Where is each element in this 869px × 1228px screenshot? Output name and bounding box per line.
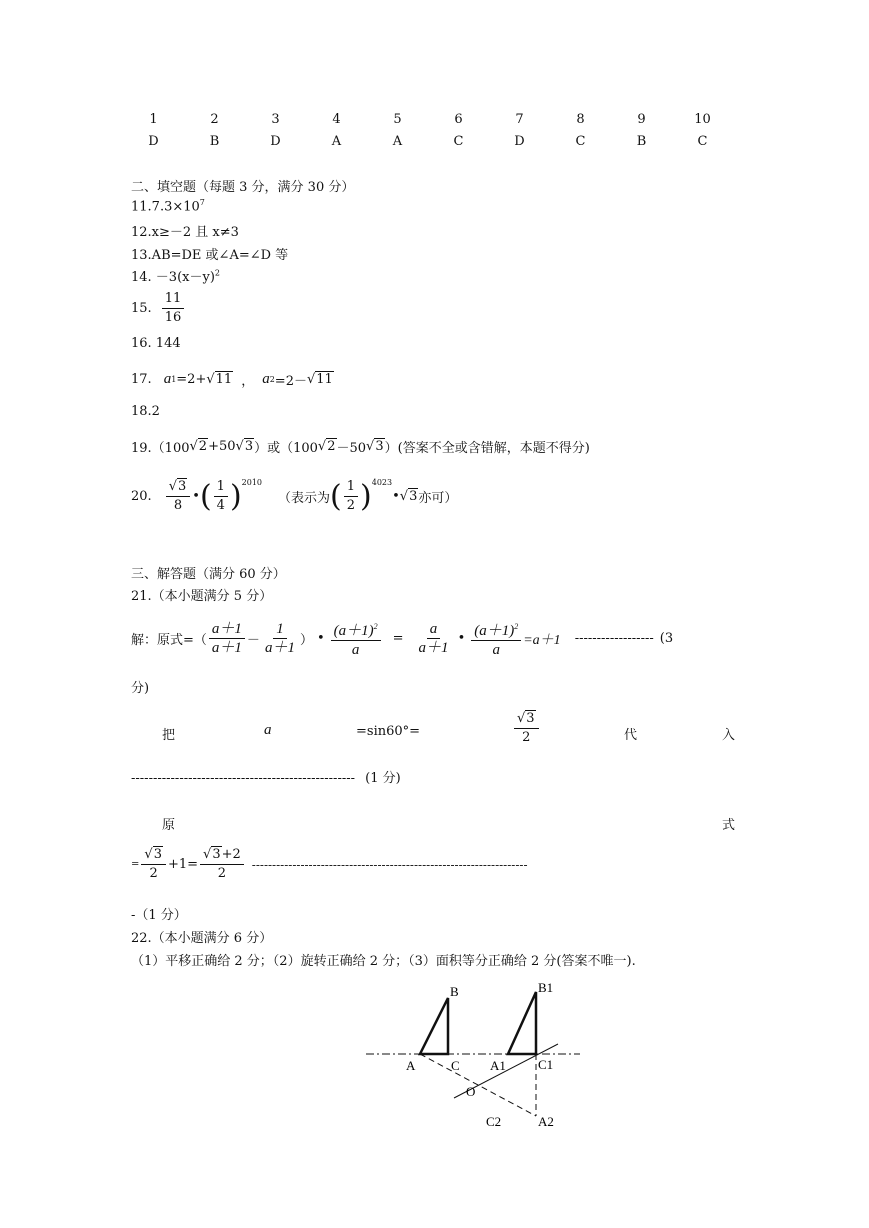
- q19-sqrt3: √2: [317, 439, 336, 454]
- answer-number-6: 6: [454, 111, 463, 127]
- q11-text: 11.7.3×10: [131, 199, 200, 215]
- q21-fraction2-den: a＋1: [264, 640, 295, 656]
- label-a: A: [406, 1058, 416, 1073]
- q20-mid: （表示为: [278, 491, 331, 506]
- q21-result-frac1-radicand: 3: [153, 847, 162, 862]
- q19-radicand1: 2: [198, 439, 208, 454]
- q21-fraction1: [209, 620, 245, 657]
- q21-fraction5-num-text: (a＋1): [474, 623, 515, 639]
- q19-radicand4: 3: [375, 439, 384, 454]
- q21-sin-num: √3: [514, 710, 539, 729]
- q19-sqrt1: √2: [189, 439, 208, 454]
- q22-heading: 22.（本小题满分 6 分）: [131, 931, 273, 946]
- label-o: O: [466, 1084, 476, 1099]
- q21-line2b: [131, 767, 401, 786]
- q21-result-frac1-den: 2: [149, 866, 158, 881]
- answer-letter-5: A: [392, 133, 403, 149]
- answer-number-2: 2: [210, 111, 219, 127]
- q21-sin: =sin60°=: [356, 724, 421, 739]
- q20-fraction1-den: 8: [173, 498, 183, 513]
- q20-paren-left: (: [199, 479, 212, 514]
- q21-fraction5: [471, 618, 521, 659]
- answer-letter-4: A: [331, 133, 342, 149]
- q16: 16. 144: [131, 336, 181, 351]
- q21-result: =a＋1: [523, 632, 561, 648]
- q21-result-frac2-num: √3+2: [200, 846, 244, 865]
- q21-sin-den: 2: [522, 730, 531, 745]
- answer-letter-3: D: [270, 133, 281, 149]
- q18: 18.2: [131, 404, 160, 419]
- q17-separator: ，: [241, 374, 255, 389]
- triangle-abc: [420, 998, 448, 1054]
- q20-paren2-right: ): [360, 479, 372, 514]
- q17-radicand1: 11: [215, 372, 233, 387]
- answer-number-8: 8: [576, 111, 585, 127]
- q21-fraction1-den: a＋1: [211, 640, 242, 656]
- q21-dai: 代: [624, 728, 638, 743]
- answer-letter-8: C: [575, 133, 586, 149]
- q17-sub2: 2: [269, 375, 275, 384]
- q20-fraction3: [344, 478, 358, 515]
- q21-score2: (1 分): [365, 771, 401, 786]
- q21-plus1: +1=: [167, 857, 199, 872]
- q17-a2: a: [262, 371, 270, 387]
- q20-dot2: •: [392, 489, 400, 504]
- answer-number-9: 9: [637, 111, 646, 127]
- q20-sqrt: √3: [399, 489, 418, 504]
- q21-fraction2: [262, 620, 298, 657]
- answer-number-10: 10: [694, 111, 711, 127]
- answer-letter-7: D: [514, 133, 525, 149]
- label-b1: B1: [538, 980, 554, 995]
- answer-table: [123, 108, 733, 152]
- q21-fraction3-den: a: [351, 642, 360, 658]
- q21-dot2: •: [457, 631, 466, 646]
- q20-end: 亦可）: [418, 491, 458, 506]
- q20-fraction2-den: 4: [216, 498, 225, 513]
- q21-result-frac1: [141, 846, 166, 883]
- q21-a: a: [264, 722, 272, 738]
- q21-dashes3: --------------------------------------------------------------------: [251, 857, 528, 872]
- q21-fraction4-num: a: [427, 620, 441, 639]
- q12: 12.x≥－2 且 x≠3: [131, 225, 239, 240]
- q13: 13.AB=DE 或∠A=∠D 等: [131, 248, 289, 263]
- q21-sin-fraction: [512, 710, 541, 747]
- label-c1: C1: [538, 1057, 554, 1072]
- q17-sub1: 1: [171, 375, 177, 384]
- q20-exponent1: 2010: [241, 478, 263, 487]
- q15-fraction: [162, 290, 185, 327]
- q22-text: （1）平移正确给 2 分；（2）旋转正确给 2 分；（3）面积等分正确给 2 分(答案不唯一).: [131, 954, 636, 969]
- label-c2: C2: [486, 1114, 502, 1129]
- triangle-a1b1c1: [508, 992, 536, 1054]
- q17-eq2: =2－: [274, 374, 307, 389]
- q21-sin-radicand: 3: [526, 711, 535, 726]
- q21-yuan: 原: [162, 818, 176, 833]
- answer-letter-1: D: [148, 133, 159, 149]
- q21-eq: =: [392, 631, 404, 646]
- q20-dot: •: [192, 489, 200, 504]
- q21-shi: 式: [722, 818, 736, 833]
- q11-exponent: 7: [199, 198, 205, 207]
- answer-letter-6: C: [453, 133, 464, 149]
- q21-result-frac2-den: 2: [217, 866, 227, 881]
- q21-fraction5-num: [471, 618, 521, 641]
- q20-fraction1-num: √3: [166, 478, 191, 497]
- q17-eq1: =2+: [176, 372, 207, 387]
- q15-label: 15.: [131, 301, 152, 316]
- q19-radicand3: 2: [327, 439, 336, 454]
- label-c: C: [451, 1058, 460, 1073]
- q14-text: 14. －3(x－y): [131, 270, 215, 285]
- q20-paren-right: ): [229, 479, 242, 514]
- q21-ru: 入: [722, 728, 736, 743]
- q17: [131, 370, 334, 389]
- q11: [131, 198, 205, 214]
- q21-fraction2-num: 1: [273, 620, 287, 639]
- q21-heading: 21.（本小题满分 5 分）: [131, 589, 273, 604]
- q17-radicand2: 11: [316, 372, 333, 387]
- section2-heading: 二、填空题（每题 3 分，满分 30 分）: [131, 180, 355, 195]
- answer-number-3: 3: [271, 111, 280, 127]
- q19-sqrt2: √3: [235, 439, 254, 454]
- q21-sin-frac: [514, 710, 539, 747]
- q21-fraction5-exp: 2: [514, 622, 519, 631]
- label-a1: A1: [490, 1058, 506, 1073]
- q21-result-frac1-num: √3: [141, 846, 166, 865]
- q19-radicand2: 3: [244, 439, 254, 454]
- q19-a: 19.（100: [131, 441, 190, 456]
- q21-result-frac2: [200, 846, 244, 883]
- q21-fraction5-den: a: [492, 642, 500, 658]
- q21-eq2: =: [131, 859, 140, 870]
- q20-fraction2: [214, 478, 228, 515]
- q21-dot: •: [316, 631, 325, 646]
- q21-score1a: (3: [659, 631, 674, 646]
- q14-exponent: 2: [214, 268, 220, 278]
- section3-heading: 三、解答题（满分 60 分）: [131, 567, 286, 582]
- answer-letters-row: [123, 130, 733, 152]
- geometry-figure: [360, 978, 590, 1138]
- q17-a1: a: [163, 371, 172, 387]
- q15-numerator: 11: [162, 290, 185, 309]
- q20-fraction3-den: 2: [346, 498, 356, 513]
- q15-denominator: 16: [164, 310, 182, 325]
- answer-number-4: 4: [332, 111, 341, 127]
- q14: [131, 266, 220, 285]
- label-a2: A2: [538, 1114, 554, 1129]
- q21-jie: 解：原式=（: [131, 633, 207, 648]
- q15: [131, 290, 186, 327]
- q19-sqrt4: √3: [366, 439, 384, 454]
- answer-number-5: 5: [393, 111, 402, 127]
- q19-b: +50: [208, 439, 236, 454]
- q20: [131, 478, 457, 515]
- answer-letter-10: C: [697, 133, 708, 149]
- q17-sqrt2: √11: [306, 372, 333, 387]
- q19-c: ）或（100: [254, 441, 318, 456]
- q20-exponent2: 4023: [371, 478, 393, 487]
- answer-numbers-row: [123, 108, 733, 130]
- q21-fraction4: [416, 620, 452, 657]
- answer-number-1: 1: [149, 111, 158, 127]
- q21-ba: 把: [162, 728, 176, 743]
- answer-letter-2: B: [209, 133, 220, 149]
- q19: [131, 437, 590, 456]
- q21-fraction3-num-text: (a＋1): [333, 623, 374, 639]
- q21-minus: －: [246, 633, 260, 648]
- q21-fraction3-exp: 2: [373, 622, 378, 631]
- q21-fraction3-num: [331, 618, 381, 641]
- q21-fraction3: [331, 618, 381, 659]
- q20-radicand: 3: [409, 489, 418, 504]
- q21-score1b: 分): [131, 681, 150, 696]
- q21-line3: [131, 846, 528, 883]
- q21-result-frac2-plus: +2: [221, 847, 241, 862]
- q21-close: ）: [299, 633, 313, 648]
- q21-fraction4-den: a＋1: [418, 640, 449, 656]
- q20-label: 20.: [131, 489, 152, 504]
- q21-score3: -（1 分）: [131, 908, 187, 923]
- q20-fraction2-num: 1: [214, 478, 228, 497]
- q17-sqrt1: √11: [206, 372, 233, 387]
- q17-label: 17.: [131, 372, 152, 387]
- q21-dashes2: ---------------------------------------------------: [131, 771, 356, 786]
- q21-line1: [131, 618, 673, 659]
- q20-paren2-left: (: [330, 479, 342, 514]
- q19-d: －50: [336, 441, 367, 456]
- q21-result-frac2-radicand: 3: [212, 847, 221, 862]
- q21-fraction1-num: a＋1: [209, 620, 245, 639]
- q21-dashes1: ------------------: [574, 631, 654, 646]
- q20-fraction1: [166, 478, 191, 515]
- answer-letter-9: B: [636, 133, 647, 149]
- q19-e: ）(答案不全或含错解，本题不得分): [384, 441, 590, 456]
- q20-fraction1-radicand: 3: [177, 479, 187, 494]
- answer-number-7: 7: [515, 111, 524, 127]
- label-b: B: [450, 984, 459, 999]
- q20-fraction3-num: 1: [344, 478, 358, 497]
